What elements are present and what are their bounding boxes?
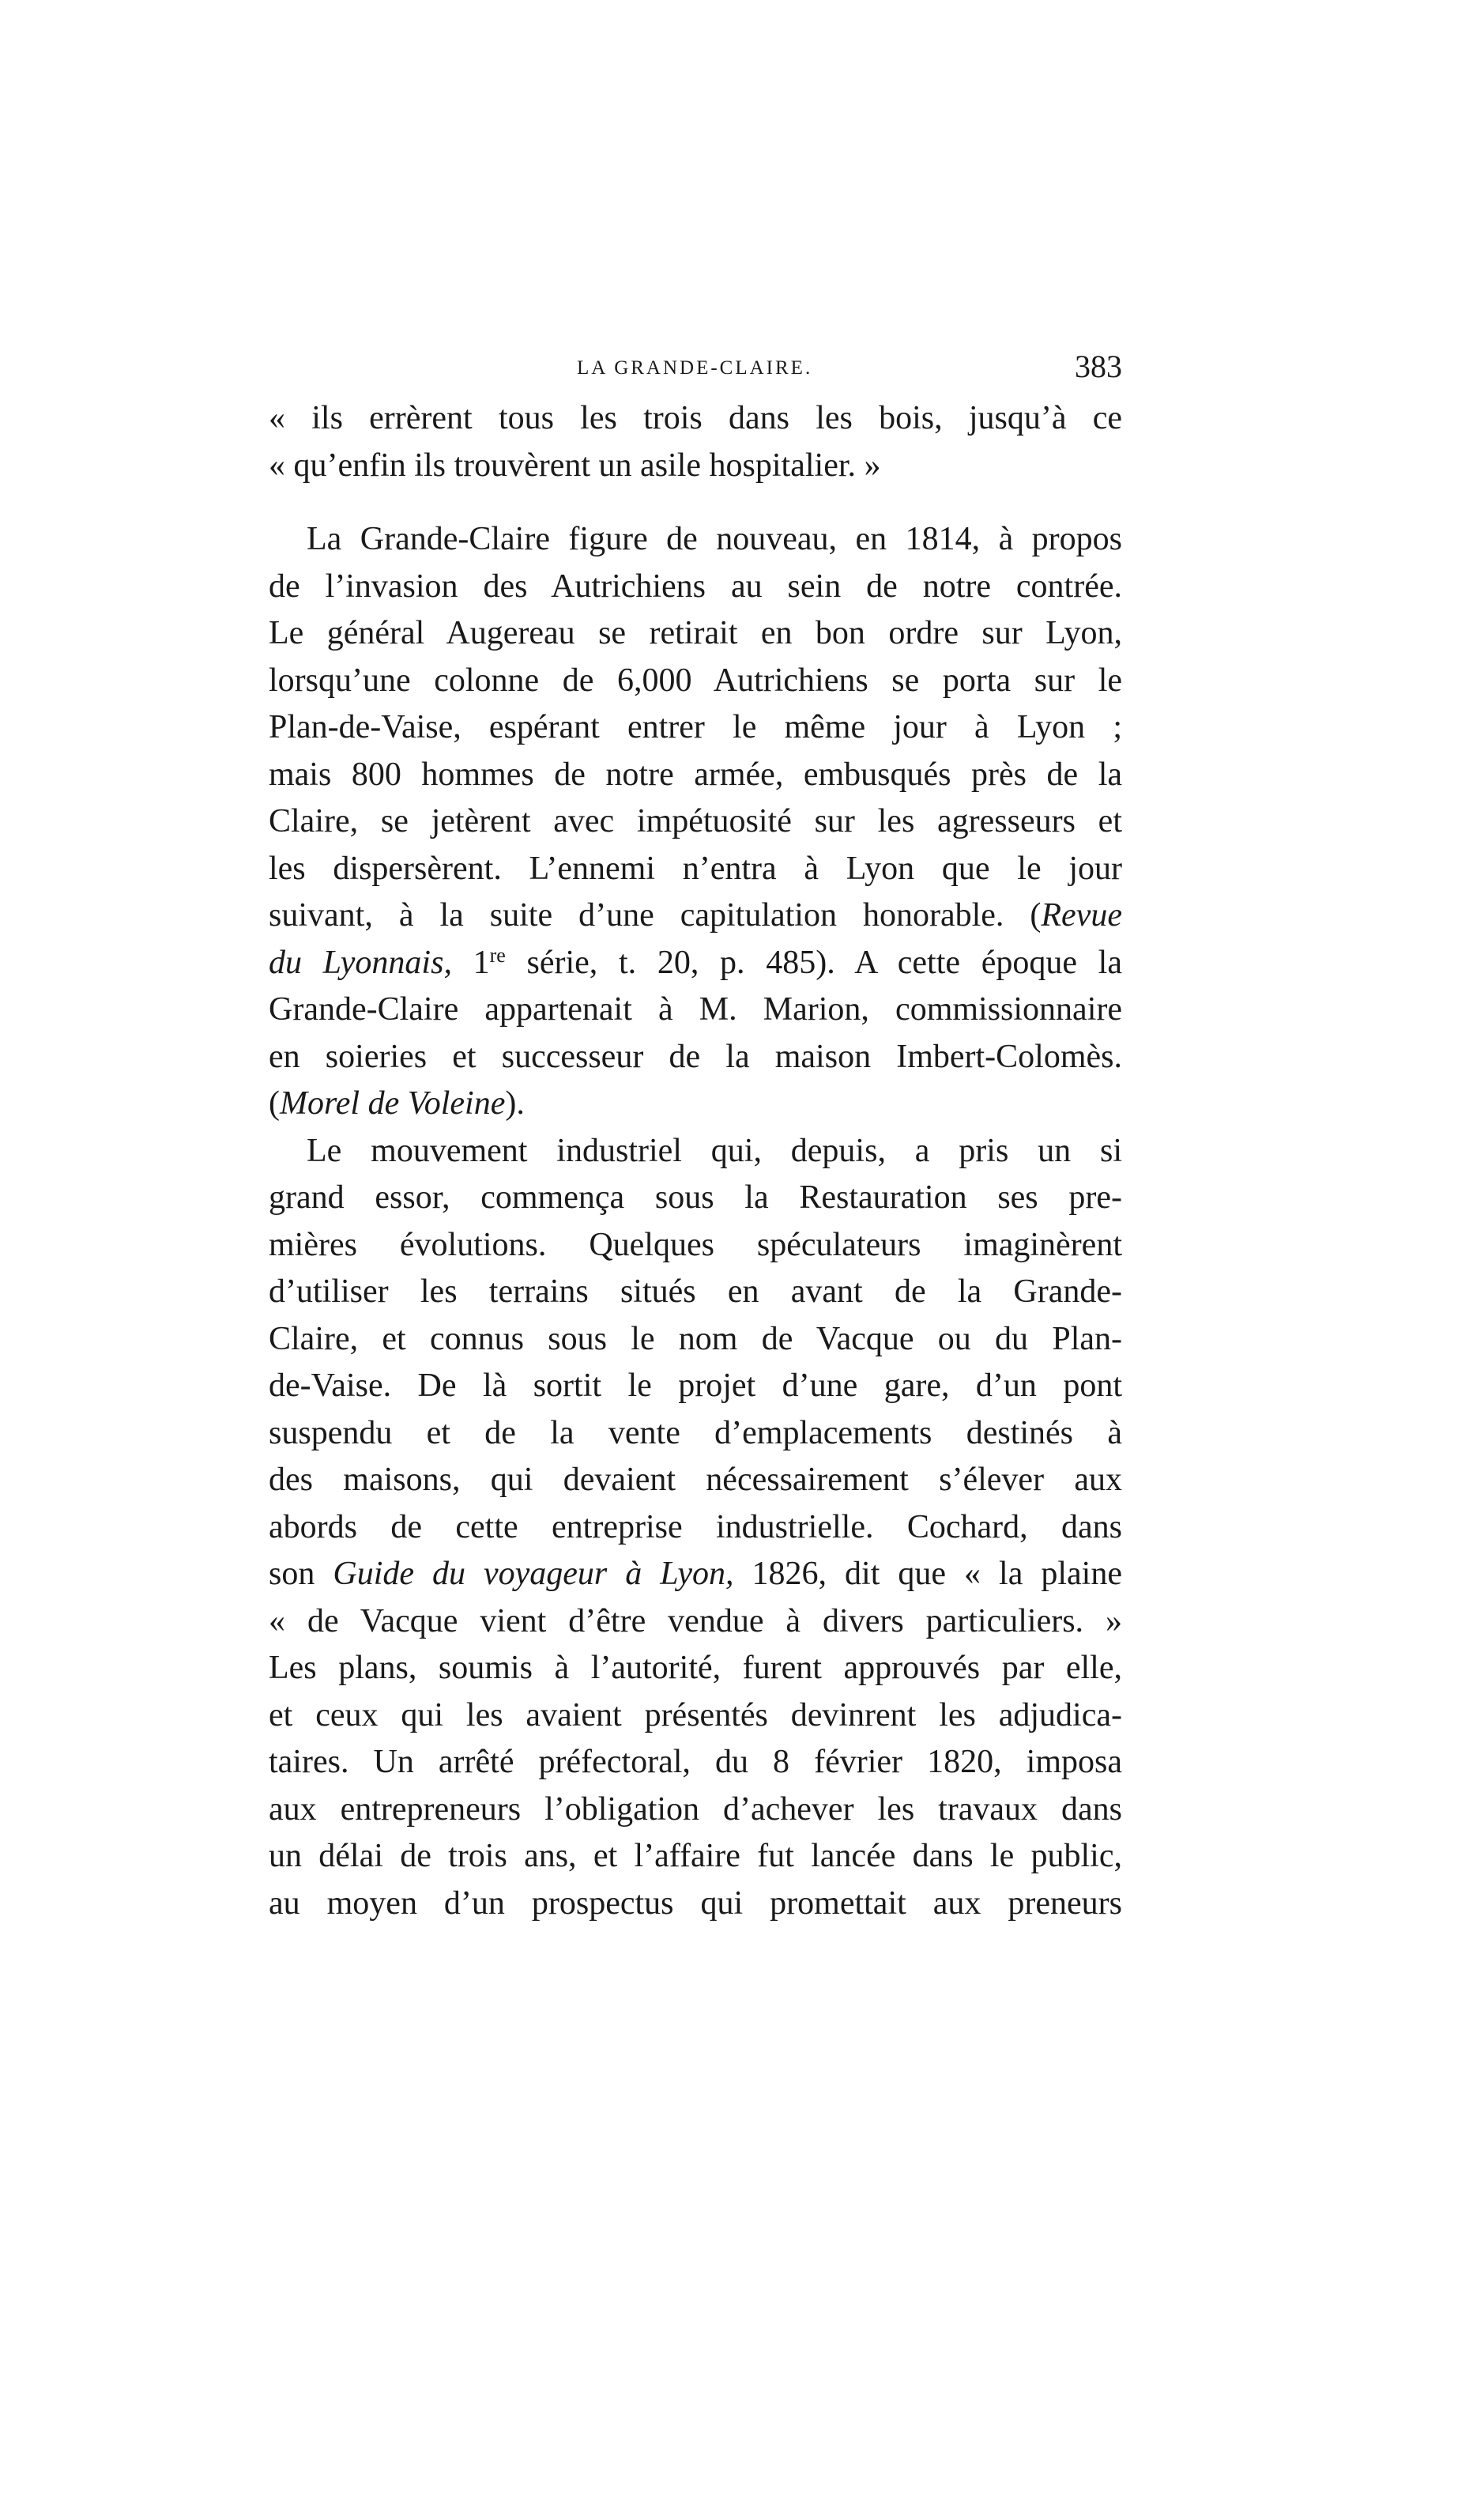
- text-line: de-Vaise. De là sortit le projet d’une gare, d’un pont: [269, 1368, 1122, 1404]
- citation-title: Revue: [1041, 897, 1122, 934]
- text-line: Les plans, soumis à l’autorité, furent approuvés par elle,: [269, 1650, 1122, 1686]
- text-line: un délai de trois ans, et l’affaire fut lancée dans le public,: [269, 1838, 1122, 1874]
- text-line: La Grande-Claire figure de nouveau, en 1814, à propos: [307, 521, 1122, 557]
- text-line: Claire, et connus sous le nom de Vacque ou du Plan-: [269, 1320, 1122, 1357]
- text-segment: série, t. 20, p. 485). A cette époque la: [505, 944, 1122, 981]
- text-line: lorsqu’une colonne de 6,000 Autrichiens se porta sur le: [269, 662, 1122, 699]
- citation-author: Morel de Voleine: [280, 1085, 506, 1122]
- text-line: « ils errèrent tous les trois dans les bois, jusqu’à ce: [269, 400, 1122, 436]
- text-line: [269, 940, 1122, 987]
- text-line: au moyen d’un prospectus qui promettait aux preneurs: [269, 1884, 1122, 1922]
- paragraph-gap: [269, 489, 1122, 516]
- text-line: [269, 892, 1122, 940]
- running-header: [269, 348, 1122, 387]
- text-segment: son: [269, 1556, 333, 1592]
- text-line: de l’invasion des Autrichiens au sein de notre contrée.: [269, 568, 1122, 605]
- text-line: Plan-de-Vaise, espérant entrer le même jour à Lyon ;: [269, 709, 1122, 745]
- text-line: Grande-Claire appartenait à M. Marion, commissionnaire: [269, 991, 1122, 1028]
- text-line: Le général Augereau se retirait en bon ordre sur Lyon,: [269, 615, 1122, 651]
- text-line: Claire, se jetèrent avec impétuosité sur les agresseurs et: [269, 803, 1122, 839]
- text-line: d’utiliser les terrains situés en avant de la Grande-: [269, 1273, 1122, 1310]
- text-line: abords de cette entreprise industrielle. Cochard, dans: [269, 1508, 1122, 1545]
- text-line: les dispersèrent. L’ennemi n’entra à Lyon que le jour: [269, 850, 1122, 887]
- text-line: mais 800 hommes de notre armée, embusqués près de la: [269, 756, 1122, 793]
- text-line: [269, 1551, 1122, 1598]
- citation-title: du Lyonnais,: [269, 944, 452, 981]
- text-segment: ).: [505, 1085, 525, 1122]
- text-line: aux entrepreneurs l’obligation d’achever les travaux dans: [269, 1790, 1122, 1828]
- text-segment: 1826, dit que « la plaine: [733, 1556, 1122, 1592]
- citation-title: Guide du voyageur à Lyon,: [333, 1556, 734, 1592]
- text-line: en soieries et successeur de la maison Imbert-Colomès.: [269, 1038, 1122, 1075]
- text-line: suspendu et de la vente d’emplacements destinés à: [269, 1414, 1122, 1451]
- text-segment: (: [269, 1085, 280, 1122]
- text-segment: suivant, à la suite d’une capitulation honorable. (: [269, 897, 1042, 934]
- text-line: « de Vacque vient d’être vendue à divers particuliers. »: [269, 1602, 1122, 1639]
- paragraph-industrial-movement: [269, 1128, 1122, 1928]
- text-line: mières évolutions. Quelques spéculateurs imaginèrent: [269, 1226, 1122, 1263]
- text-segment: 1: [451, 944, 490, 981]
- text-line: « qu’enfin ils trouvèrent un asile hospitalier. »: [269, 447, 881, 484]
- text-line: Le mouvement industriel qui, depuis, a pris un si: [307, 1132, 1122, 1169]
- quotation-continuation: [269, 395, 1122, 489]
- text-line: et ceux qui les avaient présentés devinrent les adjudica-: [269, 1696, 1122, 1733]
- superscript: re: [489, 943, 506, 967]
- text-line: grand essor, commença sous la Restauration ses pre-: [269, 1179, 1122, 1216]
- paragraph-1814-invasion: [269, 516, 1122, 1128]
- page-number: 383: [1075, 349, 1122, 384]
- text-line: taires. Un arrêté préfectoral, du 8 février 1820, imposa: [269, 1744, 1122, 1780]
- text-line: des maisons, qui devaient nécessairement s’élever aux: [269, 1462, 1122, 1498]
- body-text: [269, 395, 1122, 1927]
- running-title: LA GRANDE-CLAIRE.: [577, 357, 813, 379]
- text-line: [269, 1081, 1122, 1128]
